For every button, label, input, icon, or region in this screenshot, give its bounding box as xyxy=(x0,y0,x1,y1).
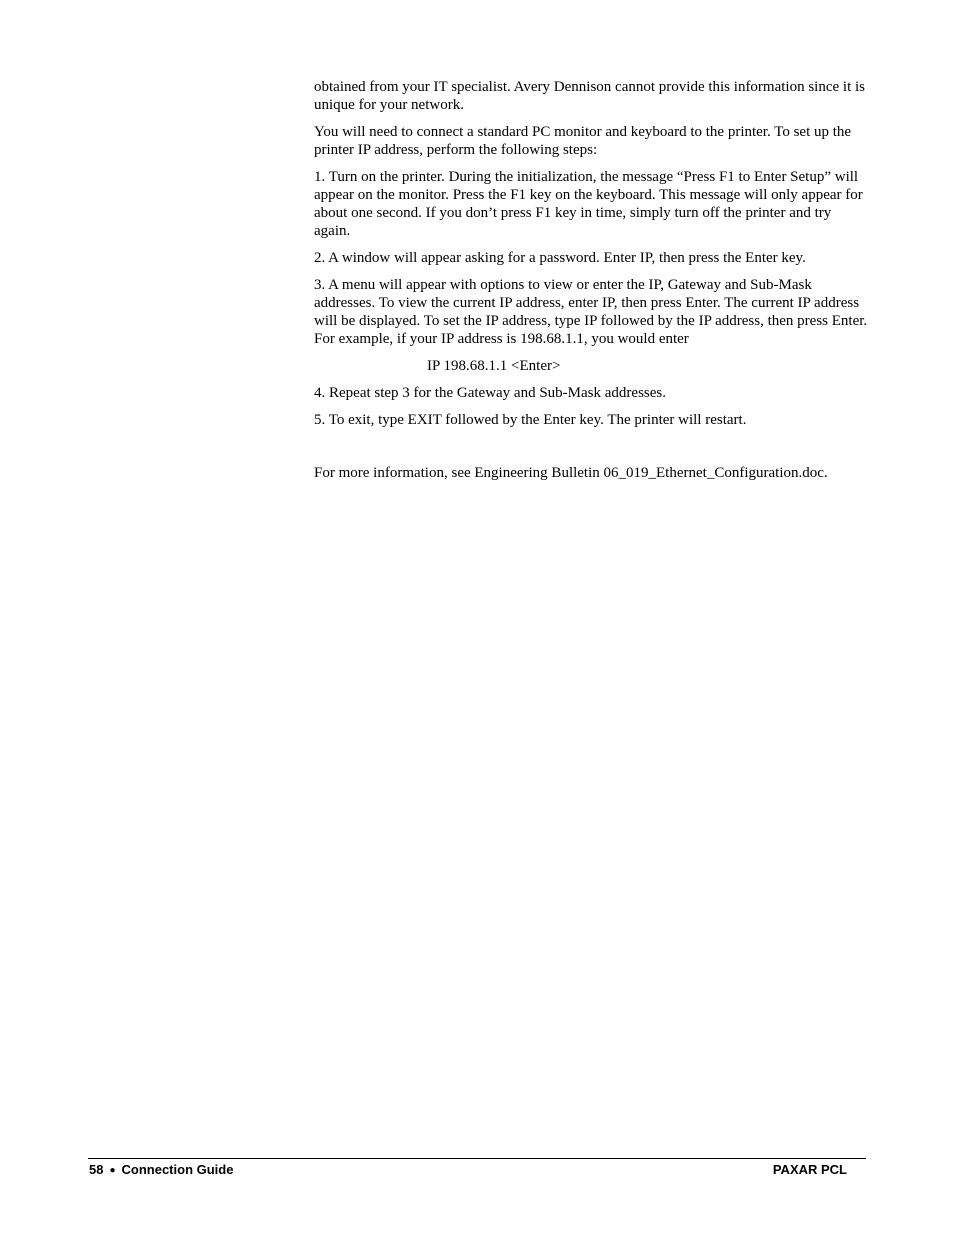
paragraph-connect-monitor: You will need to connect a standard PC monitor and keyboard to the printer. To set up the printer IP address, perform the following steps: xyxy=(314,124,852,158)
footer-left xyxy=(89,1162,233,1179)
footer-divider xyxy=(88,1158,866,1159)
more-info-paragraph: For more information, see Engineering Bulletin 06_019_Ethernet_Configuration.doc. xyxy=(314,465,828,481)
step-4-paragraph: 4. Repeat step 3 for the Gateway and Sub-Mask addresses. xyxy=(314,385,666,401)
page-number: 58 xyxy=(89,1162,104,1177)
section-title: Connection Guide xyxy=(121,1162,234,1177)
bullet-separator-icon: ● xyxy=(109,1165,116,1176)
product-name: PAXAR PCL xyxy=(772,1162,847,1177)
step-1-paragraph: 1. Turn on the printer. During the initialization, the message “Press F1 to Enter Setup” will appear on the monitor. Press the F1 key on the keyboard. This message will only appear for about one second. If you don’t press F1 key in time, simply turn off the printer and try again. xyxy=(314,169,863,239)
ip-command-example: IP 198.68.1.1 <Enter> xyxy=(427,358,561,374)
step-2-paragraph: 2. A window will appear asking for a password. Enter IP, then press the Enter key. xyxy=(314,250,806,266)
paragraph-network-info: obtained from your IT specialist. Avery Dennison cannot provide this information since it is unique for your network. xyxy=(314,79,866,113)
step-5-paragraph: 5. To exit, type EXIT followed by the Enter key. The printer will restart. xyxy=(314,412,747,428)
page-content xyxy=(314,78,870,491)
step-3-paragraph: 3. A menu will appear with options to view or enter the IP, Gateway and Sub-Mask addresses. To view the current IP address, enter IP, then press Enter. The current IP address will be displayed. To set the IP address, type IP followed by the IP address, then press Enter. For example, if your IP address is 198.68.1.1, you would enter xyxy=(314,277,868,347)
